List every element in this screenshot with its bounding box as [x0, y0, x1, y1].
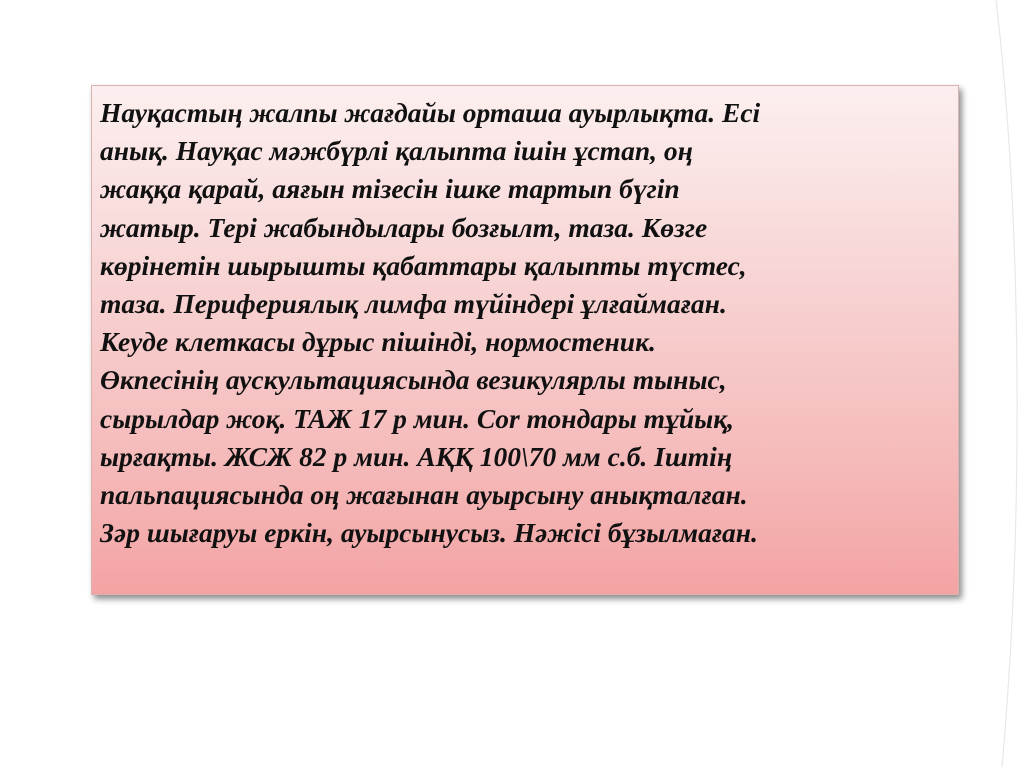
text-box — [91, 85, 959, 595]
paragraph-line: жатыр. Тері жабындылары бозғылт, таза. Көзге — [100, 211, 708, 243]
paragraph-line: жаққа қарай, аяғын тізесін ішке тартып бүгіп — [100, 173, 680, 205]
paragraph — [100, 94, 950, 552]
paragraph-line: Өкпесінің аускультациясында везикулярлы тыныс, — [100, 364, 727, 396]
paragraph-line: Кеуде клеткасы дұрыс пішінді, нормостеник. — [100, 326, 656, 358]
paragraph-line: Науқастың жалпы жағдайы орташа ауырлықта. Есі — [100, 97, 761, 128]
paragraph-line: пальпациясында оң жағынан ауырсыну анықталған. — [100, 479, 748, 511]
paragraph-line: сырылдар жоқ. ТАЖ 17 р мин. Cor тондары тұйық, — [100, 402, 735, 434]
paragraph-line: көрінетін шырышты қабаттары қалыпты түстес, — [100, 249, 747, 281]
paragraph-line: таза. Перифериялық лимфа түйіндері ұлғаймаған. — [100, 288, 727, 320]
paragraph-line: Зәр шығаруы еркін, ауырсынусыз. Нәжісі бұзылмаған. — [100, 517, 758, 549]
paragraph-line: ырғақты. ЖСЖ 82 р мин. АҚҚ 100\70 мм с.б. Іштің — [100, 440, 733, 472]
paragraph-line: анық. Науқас мәжбүрлі қалыпта ішін ұстап, оң — [100, 135, 693, 167]
